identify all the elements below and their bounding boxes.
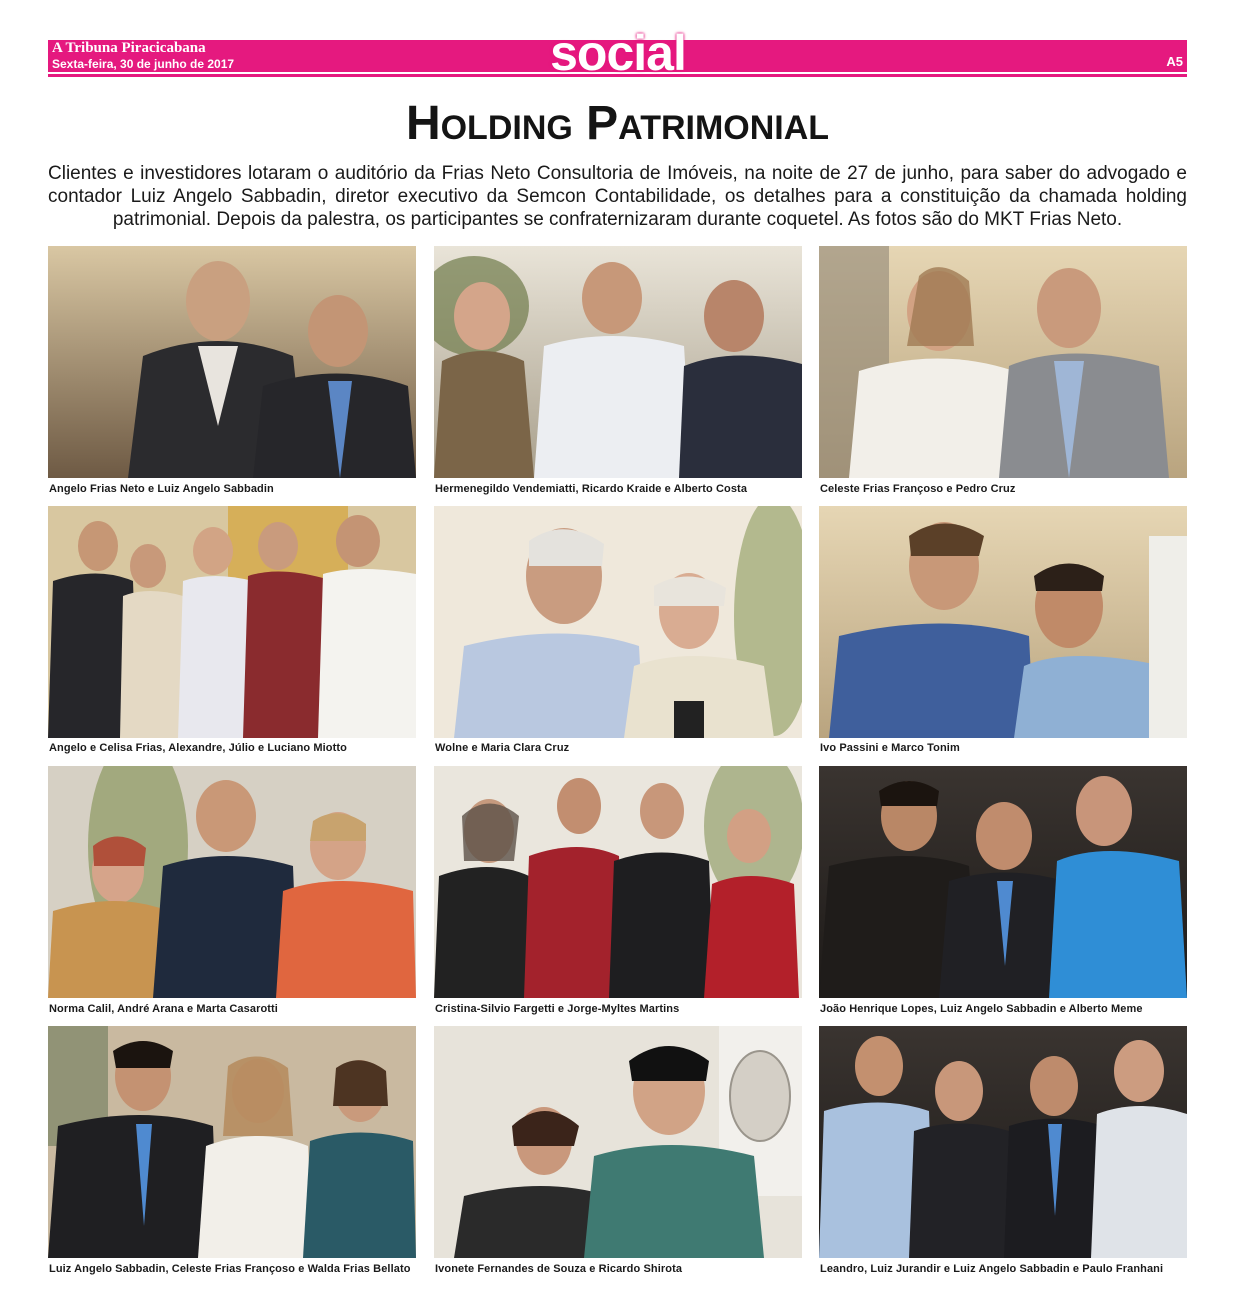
photo-6 — [819, 506, 1187, 738]
photo-9 — [819, 766, 1187, 998]
article-lede: Clientes e investidores lotaram o auditório da Frias Neto Consultoria de Imóveis, na noite de 27 de junho, para saber do advogado e contador Luiz Angelo Sabbadin, diretor executivo da Semcon Contabilidade, os detalhes para a constituição da chamada holding patrimonial. Depois da palestra, os participantes se confraternizaram durante coquetel. As fotos são do MKT Frias Neto. — [48, 163, 1187, 230]
photo-caption: Ivo Passini e Marco Tonim — [820, 742, 960, 754]
photo-10 — [48, 1026, 416, 1258]
photo-1 — [48, 246, 416, 478]
photo-12 — [819, 1026, 1187, 1258]
masthead — [48, 25, 1187, 81]
photo-caption: Hermenegildo Vendemiatti, Ricardo Kraide e Alberto Costa — [435, 483, 748, 495]
photo-4 — [48, 506, 416, 738]
photo-11 — [434, 1026, 802, 1258]
photo-caption: Angelo e Celisa Frias, Alexandre, Júlio e Luciano Miotto — [49, 742, 347, 754]
photo-caption: Leandro, Luiz Jurandir e Luiz Angelo Sabbadin e Paulo Franhani — [820, 1263, 1164, 1275]
photo-caption: Angelo Frias Neto e Luiz Angelo Sabbadin — [49, 483, 274, 495]
photo-5 — [434, 506, 802, 738]
section-title: social — [550, 25, 686, 81]
photo-caption: Celeste Frias Françoso e Pedro Cruz — [820, 483, 1016, 495]
newspaper-name: A Tribuna Piracicabana — [52, 40, 206, 56]
photo-caption: Cristina-Silvio Fargetti e Jorge-Myltes Martins — [435, 1003, 680, 1015]
photo-caption: João Henrique Lopes, Luiz Angelo Sabbadin e Alberto Meme — [820, 1003, 1143, 1015]
article-headline: Holding Patrimonial — [405, 97, 830, 150]
edition-date: Sexta-feira, 30 de junho de 2017 — [52, 57, 235, 71]
photo-caption: Norma Calil, André Arana e Marta Casarotti — [49, 1003, 278, 1015]
photo-2 — [434, 246, 802, 478]
photo-8 — [434, 766, 802, 998]
page-number: A5 — [1166, 54, 1183, 69]
photo-caption: Wolne e Maria Clara Cruz — [435, 742, 570, 754]
photo-caption: Ivonete Fernandes de Souza e Ricardo Shirota — [435, 1263, 683, 1275]
photo-7 — [48, 766, 416, 998]
photo-3 — [819, 246, 1187, 478]
photo-caption: Luiz Angelo Sabbadin, Celeste Frias Françoso e Walda Frias Bellato — [49, 1263, 411, 1275]
